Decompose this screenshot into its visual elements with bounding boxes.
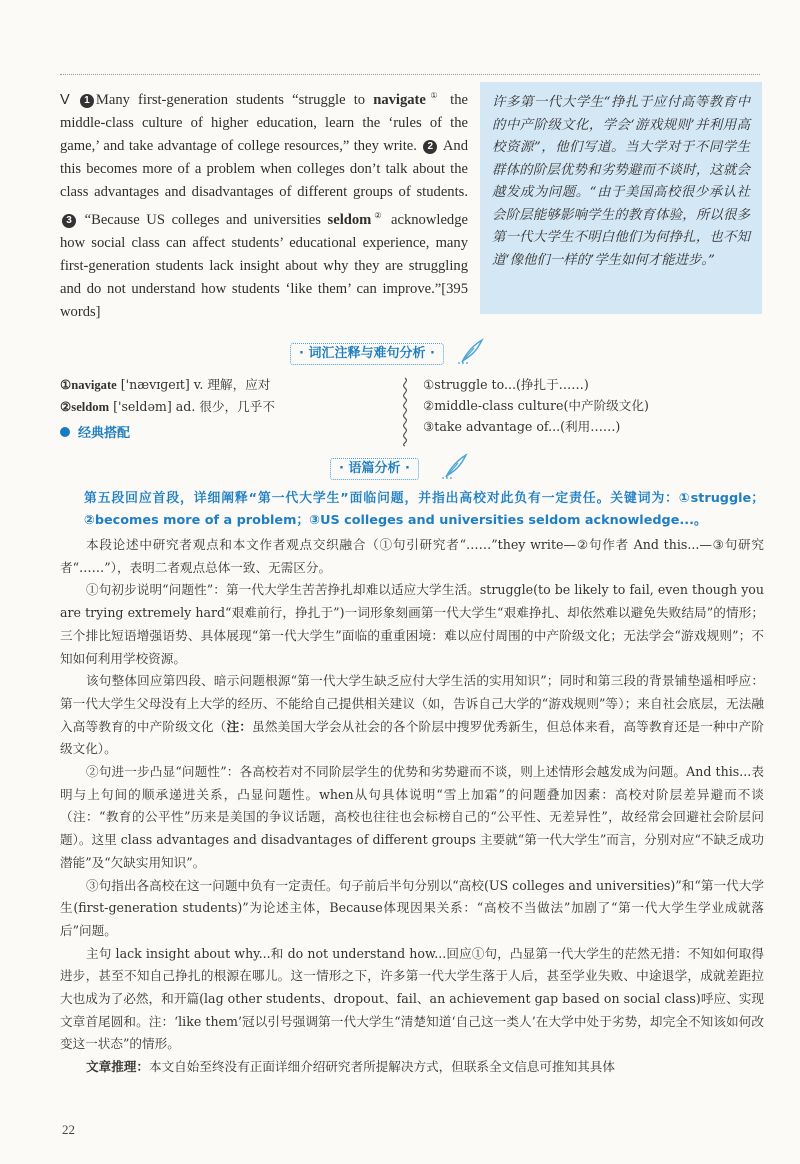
vocab-word-1: ①navigate	[60, 378, 117, 392]
collocations	[423, 374, 763, 437]
analysis-paragraph-3	[60, 670, 764, 761]
bullet-icon	[60, 427, 70, 437]
sentence-1-part-b: the middle-class culture of higher education, learn the ‘rules of the game,’ and take advantage of college resources,” they write.	[60, 91, 469, 154]
analysis-paragraph-6: 主句 lack insight about why...和 do not understand how...回应①句，凸显第一代大学生的茫然无措：不知如何取得进步，甚至不知自己挣扎的根源在哪儿。这一情形之下，许多第一代大学生落于人后，甚至学业失败、中途退学，成就差距拉大也成为了必然，和开篇(lag other students、dropout、fail、an achievement gap based on social class)呼应、实现文章首尾圆和。注：‘like them’冠以引号强调第一代大学生“清楚知道‘自己这一类人’在大学中处于劣势，却完全不知该如何改变这一状态”的情形。	[60, 945, 764, 1052]
vocab-notes	[60, 374, 390, 418]
vocab-section-header	[290, 343, 444, 365]
note-label: 注：	[226, 718, 253, 734]
footnote-marker-1: ①	[425, 91, 443, 100]
feather-icon	[456, 336, 486, 366]
collocation-1: ①struggle to...(挣扎于……)	[423, 377, 589, 392]
vocab-item-1	[60, 374, 390, 396]
sentence-3-part-a: “Because US colleges and universities	[84, 211, 328, 228]
top-divider	[60, 74, 760, 75]
classic-collocation-label	[60, 422, 130, 441]
analysis-section-header	[330, 458, 419, 480]
analysis-summary: 第五段回应首段，详细阐释“第一代大学生”面临问题，并指出高校对此负有一定责任。关键词为：①struggle；②becomes more of a problem；③US colleges and universities seldom acknowledge...。	[84, 491, 764, 528]
vocab-word-2: ②seldom	[60, 400, 110, 414]
translation-box	[480, 82, 762, 314]
sentence-marker-1: 1	[80, 94, 94, 108]
footnote-marker-2: ②	[371, 210, 385, 220]
analysis-paragraph-2: ①句初步说明“问题性”：第一代大学生苦苦挣扎却难以适应大学生活。struggle(to be likely to fail, even though you are trying extremely hard“艰难前行，挣扎于”)一词形象刻画第一代大学生“艰难挣扎、却依然难以避免失败结局”的情形；三个排比短语增强语势、具体展现“第一代大学生”面临的重重困境：难以应付周围的中产阶级文化；无法学会“游戏规则”；不知如何利用学校资源。	[60, 582, 764, 666]
analysis-paragraph-5: ③句指出各高校在这一问题中负有一定责任。句子前后半句分别以“高校(US colleges and universities)”和“第一代大学生(first-generation students)”为论述主体，Because体现因果关系：“高校不当做法”加剧了“第一代大学生学业成就落后”问题。	[60, 877, 764, 938]
analysis-paragraph-4: ②句进一步凸显“问题性”：各高校若对不同阶层学生的优势和劣势避而不谈，则上述情形会越发成为问题。And this...表明与上句间的顺承递进关系，凸显问题性。when从句具体说明“雪上加霜”的问题叠加因素：高校对阶层差异避而不谈（注：“教育的公平性”历来是美国的争议话题，高校也往往也会标榜自己的“公平性、无差异性”，故经常会回避社会阶层问题）。这里 class advantages and disadvantages of different groups 主要就“第一代大学生”而言，分别对应“不缺乏成功潜能”及“欠缺实用知识”。	[60, 764, 764, 870]
sentence-2: And this becomes more of a problem when colleges don’t talk about the class advantages and disadvantages of different groups of students.	[60, 137, 468, 200]
page-number: 22	[62, 1122, 75, 1137]
spiral-divider	[398, 376, 412, 448]
vocab-item-2	[60, 396, 390, 418]
sentence-3-part-b: acknowledge how social class can affect students’ educational experience, many first-generation students lack insight about why they are struggling and do not understand how students ‘like them’ can improve.”[395 words]	[60, 211, 468, 320]
paragraph-number: V	[60, 91, 70, 108]
keyword-navigate: navigate	[373, 91, 426, 108]
inference-label: 文章推理：	[86, 1059, 149, 1075]
inference-text: 本文自始至终没有正面详细介绍研究者所提解决方式，但联系全文信息可推知其具体	[148, 1059, 615, 1075]
translation-text: 许多第一代大学生“挣扎于应付高等教育中的中产阶级文化，学会‘游戏规则’并利用高校资源”，他们写道。当大学对于不同学生群体的阶层优势和劣势避而不谈时，这就会越发成为问题。“由于美国高校很少承认社会阶层能够影响学生的教育体验，所以很多第一代大学生不明白他们为何挣扎，也不知道‘像他们一样的’学生如何才能进步。”	[492, 95, 750, 268]
analysis-section-title: · 语篇分析 ·	[339, 461, 410, 476]
vocab-section-title: · 词汇注释与难句分析 ·	[299, 346, 435, 361]
sentence-marker-2: 2	[423, 140, 437, 154]
analysis-paragraph-7	[60, 1056, 764, 1079]
analysis-paragraph-3-note: 虽然美国大学会从社会的各个阶层中搜罗优秀新生，但总体来看，高等教育还是一种中产阶级文化）。	[60, 718, 765, 757]
analysis-paragraph-3-text: 该句整体回应第四段、暗示问题根源“第一代大学生缺乏应付大学生活的实用知识”；同时和第三段的背景铺垫遥相呼应：第一代大学生父母没有上大学的经历、不能给自己提供相关建议（如，告诉自己大学的“游戏规则”等）；来自社会底层，无法融入高等教育的中产阶级文化（	[60, 673, 764, 734]
vocab-def-2: ['seldəm] ad. 很少，几乎不	[109, 399, 275, 414]
sentence-1-part-a: Many first-generation students “struggle to	[95, 91, 374, 108]
sentence-marker-3: 3	[62, 214, 76, 228]
classic-label-text: 经典搭配	[78, 426, 131, 441]
analysis-paragraph-1: 本段论述中研究者观点和本文作者观点交织融合（①句引研究者“……”they write—②句作者 And this...—③句研究者“……”），表明二者观点总体一致、无需区分。	[60, 537, 764, 575]
english-passage	[60, 84, 468, 324]
vocab-def-1: ['nævɪɡeɪt] v. 理解，应对	[116, 377, 271, 392]
keyword-seldom: seldom	[327, 211, 372, 228]
collocation-3: ③take advantage of...(利用……)	[423, 419, 621, 434]
analysis-body	[60, 534, 764, 1079]
feather-icon	[440, 451, 470, 481]
collocation-2: ②middle-class culture(中产阶级文化)	[423, 398, 649, 413]
